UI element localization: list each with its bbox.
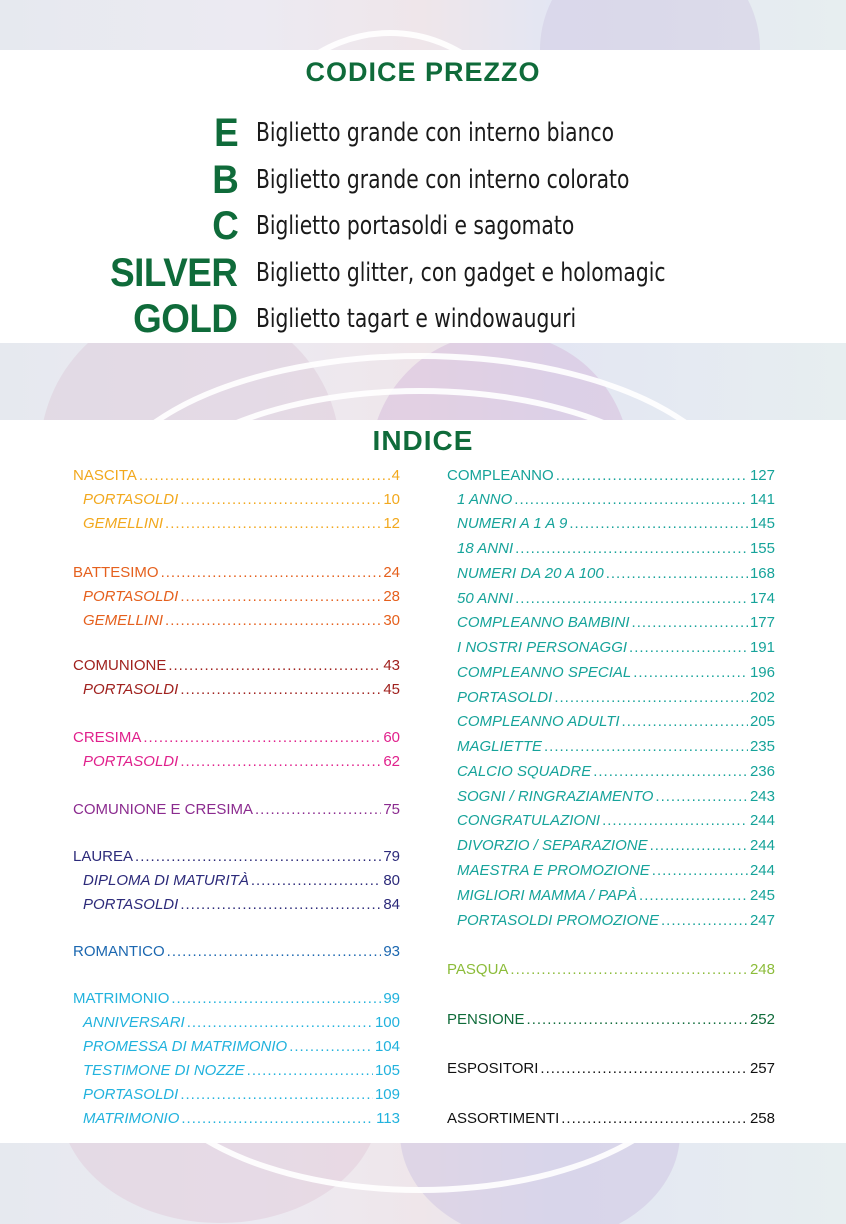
price-code-letter: E — [213, 111, 238, 155]
index-entry-page-number: 28 — [383, 588, 400, 605]
index-entry[interactable] — [447, 960, 775, 980]
index-entry-page-number: 62 — [383, 753, 400, 770]
index-entry-label: PORTASOLDI — [83, 588, 179, 605]
index-entry-leader-dots — [622, 712, 748, 732]
price-code-description: Biglietto glitter, con gadget e holomagic — [256, 258, 666, 288]
index-entry-leader-dots — [180, 490, 381, 510]
index-entry-label: COMUNIONE E CRESIMA — [73, 801, 254, 818]
index-entry-label: ANNIVERSARI — [83, 1014, 185, 1031]
index-entry-page-number: 257 — [749, 1060, 775, 1077]
index-entry-page-number: 60 — [383, 729, 400, 746]
index-entry[interactable] — [457, 861, 775, 881]
index-entry-leader-dots — [602, 811, 748, 831]
index-entry-leader-dots — [171, 989, 381, 1009]
index-entry-label: MIGLIORI MAMMA / PAPÀ — [457, 887, 638, 904]
index-entry[interactable] — [83, 490, 400, 510]
decorative-band-bottom — [0, 1143, 846, 1224]
index-entry[interactable] — [83, 1061, 400, 1081]
price-code-description: Biglietto grande con interno colorato — [256, 165, 630, 195]
index-entry[interactable] — [83, 611, 400, 631]
index-entry-page-number: 24 — [383, 564, 400, 581]
index-entry[interactable] — [73, 989, 400, 1009]
index-entry-leader-dots — [168, 656, 381, 676]
index-entry-page-number: 168 — [749, 565, 775, 582]
index-entry-leader-dots — [289, 1037, 373, 1057]
price-code-row — [0, 203, 846, 251]
index-entry-page-number: 45 — [383, 681, 400, 698]
index-entry-leader-dots — [650, 836, 748, 856]
index-entry-label: LAUREA — [73, 848, 134, 865]
index-entry[interactable] — [447, 1059, 775, 1079]
index-entry-label: COMPLEANNO SPECIAL — [457, 664, 632, 681]
index-entry-page-number: 202 — [749, 689, 775, 706]
index-entry[interactable] — [457, 564, 775, 584]
index-entry-page-number: 196 — [749, 664, 775, 681]
decorative-ring — [250, 30, 530, 50]
index-entry-page-number: 43 — [383, 657, 400, 674]
index-entry[interactable] — [457, 663, 775, 683]
index-entry-page-number: 79 — [383, 848, 400, 865]
index-entry-label: MAGLIETTE — [457, 738, 543, 755]
index-entry-page-number: 248 — [749, 961, 775, 978]
price-code-description: Biglietto tagart e windowauguri — [256, 304, 577, 334]
index-entry-label: COMPLEANNO BAMBINI — [457, 614, 630, 631]
index-entry-page-number: 236 — [749, 763, 775, 780]
index-entry[interactable] — [457, 589, 775, 609]
index-entry-leader-dots — [143, 728, 381, 748]
index-entry-label: COMUNIONE — [73, 657, 167, 674]
index-entry[interactable] — [83, 1109, 400, 1129]
index-entry[interactable] — [457, 911, 775, 931]
index-entry-leader-dots — [161, 563, 382, 583]
index-entry[interactable] — [457, 836, 775, 856]
price-code-row — [0, 110, 846, 158]
index-entry[interactable] — [73, 466, 400, 486]
index-entry-leader-dots — [527, 1010, 748, 1030]
price-code-letter: C — [211, 204, 238, 248]
price-code-row — [0, 250, 846, 298]
index-entry-label: TESTIMONE DI NOZZE — [83, 1062, 245, 1079]
index-entry-label: NUMERI DA 20 A 100 — [457, 565, 604, 582]
index-entry[interactable] — [447, 466, 775, 486]
index-entry-page-number: 105 — [374, 1062, 400, 1079]
index-entry-label: ASSORTIMENTI — [447, 1110, 560, 1127]
index-entry-label: PORTASOLDI — [457, 689, 553, 706]
index-entry[interactable] — [447, 1109, 775, 1129]
index-entry-label: COMPLEANNO — [447, 467, 554, 484]
index-entry-page-number: 4 — [391, 467, 400, 484]
index-entry-leader-dots — [593, 762, 748, 782]
index-entry-page-number: 245 — [749, 887, 775, 904]
index-entry[interactable] — [83, 871, 400, 891]
index-entry-page-number: 244 — [749, 812, 775, 829]
index-entry-page-number: 100 — [374, 1014, 400, 1031]
index-entry[interactable] — [457, 490, 775, 510]
index-entry-leader-dots — [515, 539, 748, 559]
decorative-band-top — [0, 0, 846, 50]
index-entry-label: NUMERI A 1 A 9 — [457, 515, 568, 532]
index-entry[interactable] — [83, 1013, 400, 1033]
index-entry-page-number: 205 — [749, 713, 775, 730]
index-entry-page-number: 10 — [383, 491, 400, 508]
price-code-letter: SILVER — [110, 251, 238, 295]
price-code-letter: GOLD — [133, 297, 238, 341]
index-entry-leader-dots — [165, 611, 381, 631]
index-entry[interactable] — [457, 514, 775, 534]
index-entry-label: CRESIMA — [73, 729, 142, 746]
index-entry-label: MATRIMONIO — [73, 990, 170, 1007]
index-entry-page-number: 80 — [383, 872, 400, 889]
index-entry-leader-dots — [652, 861, 748, 881]
index-entry[interactable] — [73, 656, 400, 676]
index-entry-label: DIPLOMA DI MATURITÀ — [83, 872, 249, 889]
index-entry-page-number: 84 — [383, 896, 400, 913]
index-entry[interactable] — [457, 638, 775, 658]
price-code-row — [0, 157, 846, 205]
index-entry-label: PORTASOLDI — [83, 753, 179, 770]
index-entry-page-number: 191 — [749, 639, 775, 656]
index-entry-page-number: 177 — [749, 614, 775, 631]
index-entry[interactable] — [457, 539, 775, 559]
index-entry-page-number: 30 — [383, 612, 400, 629]
index-entry-label: PORTASOLDI — [83, 1086, 179, 1103]
index-entry-leader-dots — [540, 1059, 748, 1079]
index-entry-page-number: 104 — [374, 1038, 400, 1055]
index-title: INDICE — [372, 425, 474, 456]
index-entry[interactable] — [83, 514, 400, 534]
index-entry[interactable] — [447, 1010, 775, 1030]
price-code-description: Biglietto grande con interno bianco — [256, 118, 615, 148]
index-entry-leader-dots — [515, 589, 748, 609]
index-entry-label: PORTASOLDI — [83, 491, 179, 508]
index-entry[interactable] — [73, 800, 400, 820]
price-code-description: Biglietto portasoldi e sagomato — [256, 211, 575, 241]
index-entry-label: MAESTRA E PROMOZIONE — [457, 862, 650, 879]
index-entry[interactable] — [457, 811, 775, 831]
index-entry-leader-dots — [510, 960, 748, 980]
index-entry-leader-dots — [569, 514, 748, 534]
index-entry[interactable] — [83, 1085, 400, 1105]
index-entry-label: DIVORZIO / SEPARAZIONE — [457, 837, 648, 854]
index-entry-label: 18 ANNI — [457, 540, 514, 557]
index-entry-label: 50 ANNI — [457, 590, 514, 607]
index-entry-label: PASQUA — [447, 961, 509, 978]
index-entry-label: MATRIMONIO — [83, 1110, 180, 1127]
index-entry-page-number: 109 — [374, 1086, 400, 1103]
index-entry-page-number: 113 — [376, 1110, 400, 1127]
index-entry-leader-dots — [255, 800, 381, 820]
index-entry-label: PORTASOLDI PROMOZIONE — [457, 912, 659, 929]
index-entry-leader-dots — [187, 1013, 373, 1033]
index-entry-page-number: 127 — [749, 467, 775, 484]
index-entry-page-number: 141 — [749, 491, 775, 508]
index-entry[interactable] — [457, 688, 775, 708]
index-entry-label: ESPOSITORI — [447, 1060, 539, 1077]
index-entry-leader-dots — [639, 886, 748, 906]
index-entry-page-number: 12 — [383, 515, 400, 532]
index-entry-page-number: 174 — [749, 590, 775, 607]
index-entry[interactable] — [83, 895, 400, 915]
index-entry-leader-dots — [247, 1061, 373, 1081]
index-entry-label: 1 ANNO — [457, 491, 513, 508]
index-entry-page-number: 252 — [749, 1011, 775, 1028]
index-entry-page-number: 155 — [749, 540, 775, 557]
index-entry-leader-dots — [514, 490, 748, 510]
index-entry-leader-dots — [180, 752, 381, 772]
index-entry-label: COMPLEANNO ADULTI — [457, 713, 620, 730]
index-entry[interactable] — [83, 752, 400, 772]
index-entry-leader-dots — [561, 1109, 748, 1129]
index-entry-label: PORTASOLDI — [83, 896, 179, 913]
index-entry-page-number: 145 — [749, 515, 775, 532]
index-entry-leader-dots — [180, 587, 381, 607]
index-entry-leader-dots — [629, 638, 748, 658]
index-entry-page-number: 258 — [749, 1110, 775, 1127]
index-entry-page-number: 99 — [383, 990, 400, 1007]
index-entry-page-number: 243 — [749, 788, 775, 805]
index-entry[interactable] — [457, 737, 775, 757]
decorative-circle — [540, 0, 760, 50]
index-entry-leader-dots — [632, 613, 748, 633]
index-entry-leader-dots — [251, 871, 381, 891]
index-entry[interactable] — [83, 587, 400, 607]
price-code-title: CODICE PREZZO — [305, 57, 541, 87]
index-entry-label: PROMESSA DI MATRIMONIO — [83, 1038, 288, 1055]
index-entry-leader-dots — [633, 663, 748, 683]
index-entry-label: CALCIO SQUADRE — [457, 763, 592, 780]
decorative-band-middle — [0, 343, 846, 420]
index-entry-label: PORTASOLDI — [83, 681, 179, 698]
index-entry[interactable] — [73, 942, 400, 962]
index-entry-label: CONGRATULAZIONI — [457, 812, 601, 829]
index-entry-label: GEMELLINI — [83, 515, 164, 532]
index-entry-leader-dots — [181, 1109, 374, 1129]
index-entry-page-number: 244 — [749, 837, 775, 854]
index-entry[interactable] — [73, 563, 400, 583]
index-entry-page-number: 247 — [749, 912, 775, 929]
index-entry-label: NASCITA — [73, 467, 137, 484]
index-entry-leader-dots — [544, 737, 748, 757]
index-entry-leader-dots — [167, 942, 382, 962]
index-entry-leader-dots — [139, 466, 390, 486]
index-entry-page-number: 244 — [749, 862, 775, 879]
index-entry-leader-dots — [554, 688, 748, 708]
index-entry-page-number: 75 — [383, 801, 400, 818]
index-entry-label: PENSIONE — [447, 1011, 525, 1028]
index-entry[interactable] — [457, 886, 775, 906]
price-code-row — [0, 296, 846, 344]
index-entry-label: SOGNI / RINGRAZIAMENTO — [457, 788, 654, 805]
index-entry-label: GEMELLINI — [83, 612, 164, 629]
index-entry-leader-dots — [180, 895, 381, 915]
index-entry-leader-dots — [165, 514, 381, 534]
index-entry[interactable] — [457, 762, 775, 782]
index-entry-leader-dots — [180, 1085, 373, 1105]
index-entry[interactable] — [83, 1037, 400, 1057]
index-entry-label: BATTESIMO — [73, 564, 159, 581]
index-entry-leader-dots — [655, 787, 748, 807]
index-entry-page-number: 93 — [383, 943, 400, 960]
index-entry-page-number: 235 — [749, 738, 775, 755]
index-entry-label: I NOSTRI PERSONAGGI — [457, 639, 628, 656]
index-entry-leader-dots — [180, 680, 381, 700]
index-entry[interactable] — [73, 847, 400, 867]
price-code-letter: B — [211, 158, 238, 202]
index-entry[interactable] — [83, 680, 400, 700]
index-entry-leader-dots — [606, 564, 748, 584]
index-entry-leader-dots — [556, 466, 748, 486]
index-entry[interactable] — [73, 728, 400, 748]
index-entry-leader-dots — [135, 847, 381, 867]
index-entry-leader-dots — [661, 911, 748, 931]
index-entry-label: ROMANTICO — [73, 943, 165, 960]
index-entry[interactable] — [457, 613, 775, 633]
index-entry[interactable] — [457, 712, 775, 732]
index-entry[interactable] — [457, 787, 775, 807]
